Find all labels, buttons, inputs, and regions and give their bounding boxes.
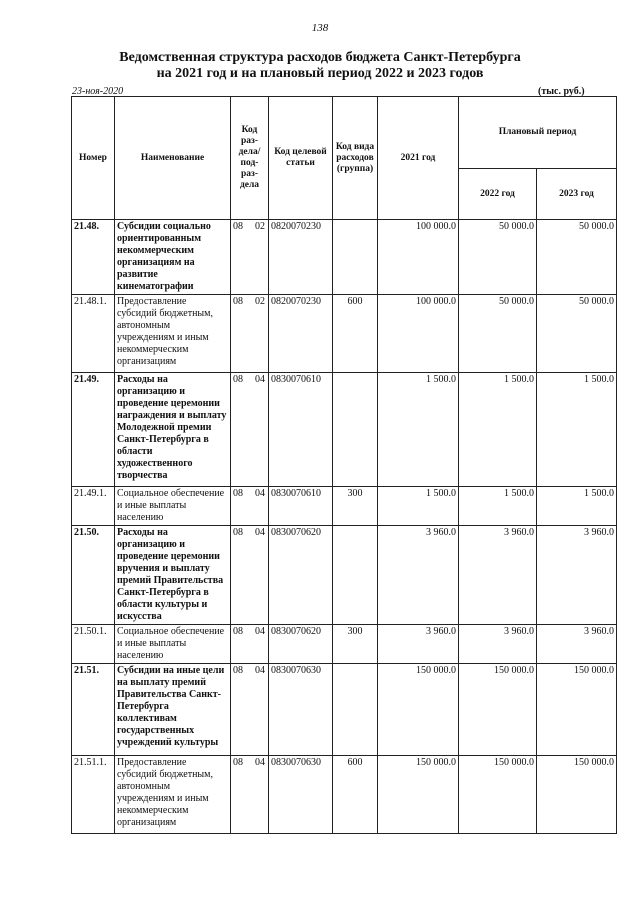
row-expense-type-code: 300: [333, 487, 378, 526]
document-date: 23-ноя-2020: [72, 86, 124, 97]
section-code: 08: [233, 665, 243, 676]
header-expense-type-code: Код вида расходов (группа): [333, 97, 378, 220]
table-body: [72, 220, 617, 834]
row-amount-2023: 3 960.0: [537, 526, 617, 625]
budget-table: [71, 96, 617, 834]
row-section-code: [231, 373, 269, 487]
row-amount-2022: 50 000.0: [459, 220, 537, 295]
header-name: Наименование: [115, 97, 231, 220]
row-amount-2023: 1 500.0: [537, 373, 617, 487]
row-amount-2023: 50 000.0: [537, 295, 617, 373]
row-target-code: 0830070610: [269, 373, 333, 487]
row-amount-2022: 3 960.0: [459, 526, 537, 625]
row-amount-2022: 150 000.0: [459, 664, 537, 756]
row-name: Расходы на организацию и проведение церемонии награждения и выплату Молодежной премии Санкт-Петербурга в области художественного творчества: [115, 373, 231, 487]
row-target-code: 0820070230: [269, 220, 333, 295]
row-number: 21.49.: [72, 373, 115, 487]
row-target-code: 0830070620: [269, 625, 333, 664]
section-code: 08: [233, 296, 243, 307]
row-target-code: 0830070630: [269, 664, 333, 756]
row-amount-2021: 1 500.0: [378, 487, 459, 526]
row-expense-type-code: 300: [333, 625, 378, 664]
header-planned-period: Плановый период: [459, 97, 617, 169]
row-amount-2021: 150 000.0: [378, 756, 459, 834]
subsection-code: 04: [255, 374, 265, 385]
row-amount-2022: 1 500.0: [459, 487, 537, 526]
row-number: 21.50.: [72, 526, 115, 625]
row-target-code: 0830070610: [269, 487, 333, 526]
section-code: 08: [233, 374, 243, 385]
header-section-code: Код раз- дела/ под- раз- дела: [231, 97, 269, 220]
table-row: [72, 220, 617, 295]
row-name: Расходы на организацию и проведение церемонии вручения и выплату премий Правительства Санкт-Петербурга в области культуры и искусства: [115, 526, 231, 625]
row-expense-type-code: [333, 526, 378, 625]
row-expense-type-code: 600: [333, 756, 378, 834]
table-row: [72, 756, 617, 834]
row-name: Предоставление субсидий бюджетным, автономным учреждениям и иным некоммерческим организациям: [115, 295, 231, 373]
table-row: [72, 373, 617, 487]
row-target-code: 0830070630: [269, 756, 333, 834]
subsection-code: 04: [255, 757, 265, 768]
row-target-code: 0830070620: [269, 526, 333, 625]
row-name: Социальное обеспечение и иные выплаты населению: [115, 625, 231, 664]
row-amount-2022: 3 960.0: [459, 625, 537, 664]
table-row: [72, 295, 617, 373]
page-number: 138: [311, 22, 329, 34]
section-code: 08: [233, 626, 243, 637]
document-title: [0, 50, 640, 82]
header-year-2022: 2022 год: [459, 168, 537, 219]
section-code: 08: [233, 757, 243, 768]
section-code: 08: [233, 527, 243, 538]
row-amount-2022: 150 000.0: [459, 756, 537, 834]
table-row: [72, 487, 617, 526]
row-amount-2022: 1 500.0: [459, 373, 537, 487]
row-name: Предоставление субсидий бюджетным, автономным учреждениям и иным некоммерческим организациям: [115, 756, 231, 834]
row-section-code: [231, 625, 269, 664]
row-section-code: [231, 664, 269, 756]
row-amount-2021: 3 960.0: [378, 526, 459, 625]
row-amount-2021: 100 000.0: [378, 220, 459, 295]
header-target-code: Код целевой статьи: [269, 97, 333, 220]
table-row: [72, 664, 617, 756]
row-number: 21.51.: [72, 664, 115, 756]
subsection-code: 04: [255, 527, 265, 538]
units-label: (тыс. руб.): [538, 86, 585, 97]
subsection-code: 04: [255, 626, 265, 637]
row-number: 21.48.: [72, 220, 115, 295]
row-number: 21.51.1.: [72, 756, 115, 834]
table-row: [72, 526, 617, 625]
row-amount-2023: 150 000.0: [537, 664, 617, 756]
row-section-code: [231, 487, 269, 526]
row-amount-2021: 3 960.0: [378, 625, 459, 664]
row-expense-type-code: 600: [333, 295, 378, 373]
row-name: Субсидии социально ориентированным некоммерческим организациям на развитие кинематографии: [115, 220, 231, 295]
title-line-2: на 2021 год и на плановый период 2022 и 2023 годов: [156, 66, 484, 81]
row-amount-2021: 100 000.0: [378, 295, 459, 373]
row-expense-type-code: [333, 664, 378, 756]
row-number: 21.49.1.: [72, 487, 115, 526]
subsection-code: 02: [255, 296, 265, 307]
section-code: 08: [233, 488, 243, 499]
row-amount-2021: 150 000.0: [378, 664, 459, 756]
row-name: Социальное обеспечение и иные выплаты населению: [115, 487, 231, 526]
row-number: 21.48.1.: [72, 295, 115, 373]
header-year-2021: 2021 год: [378, 97, 459, 220]
subsection-code: 02: [255, 221, 265, 232]
row-amount-2021: 1 500.0: [378, 373, 459, 487]
title-line-1: Ведомственная структура расходов бюджета Санкт-Петербурга: [119, 50, 521, 65]
row-amount-2023: 3 960.0: [537, 625, 617, 664]
row-amount-2023: 150 000.0: [537, 756, 617, 834]
table-row: [72, 625, 617, 664]
header-number: Номер: [72, 97, 115, 220]
row-section-code: [231, 295, 269, 373]
row-expense-type-code: [333, 220, 378, 295]
row-section-code: [231, 526, 269, 625]
row-section-code: [231, 756, 269, 834]
row-amount-2023: 1 500.0: [537, 487, 617, 526]
subsection-code: 04: [255, 665, 265, 676]
header-year-2023: 2023 год: [537, 168, 617, 219]
row-expense-type-code: [333, 373, 378, 487]
row-amount-2022: 50 000.0: [459, 295, 537, 373]
row-amount-2023: 50 000.0: [537, 220, 617, 295]
section-code: 08: [233, 221, 243, 232]
subsection-code: 04: [255, 488, 265, 499]
row-number: 21.50.1.: [72, 625, 115, 664]
row-target-code: 0820070230: [269, 295, 333, 373]
row-section-code: [231, 220, 269, 295]
row-name: Субсидии на иные цели на выплату премий Правительства Санкт-Петербурга коллективам государственных учреждений культуры: [115, 664, 231, 756]
